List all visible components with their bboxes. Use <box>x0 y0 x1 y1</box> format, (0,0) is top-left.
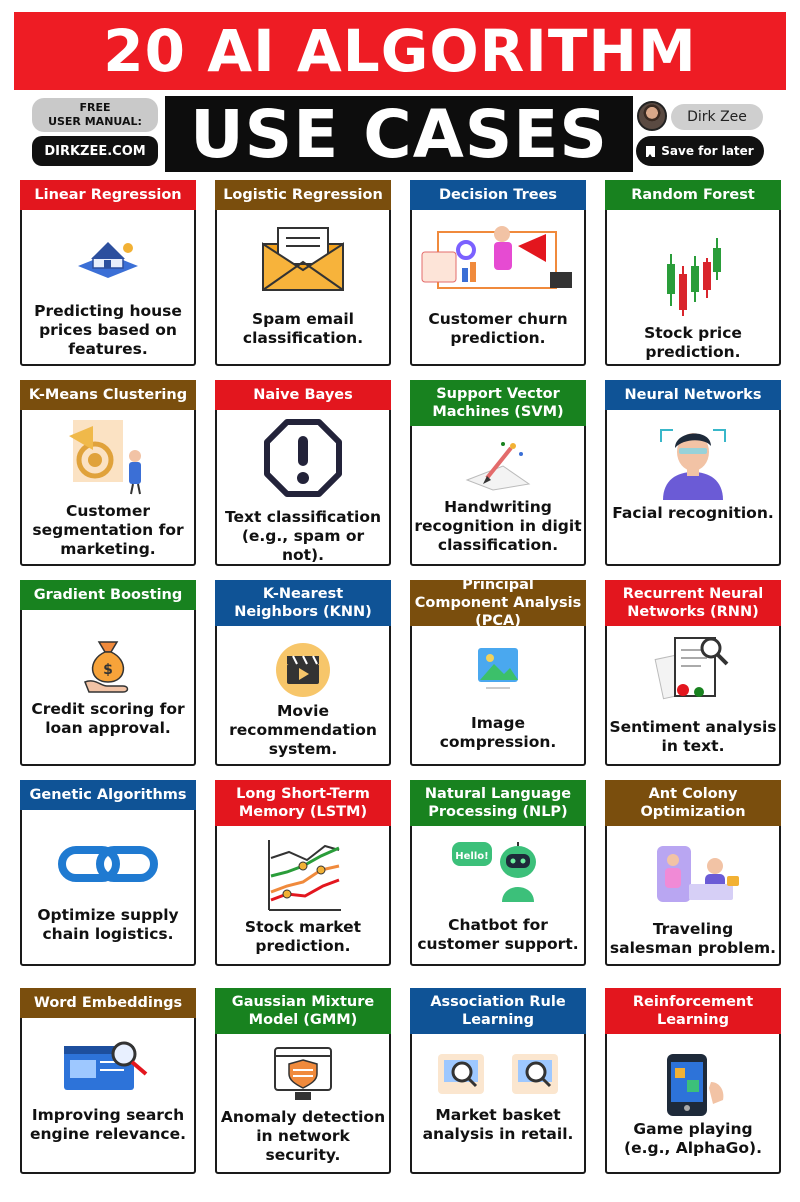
handwriting-icon <box>412 440 584 492</box>
shield-screen-icon <box>217 1046 389 1102</box>
card-description: Customer segmentation for marketing. <box>32 502 184 558</box>
chain-link-icon <box>22 842 194 886</box>
megaphone-target-icon <box>22 416 194 496</box>
card-ant-colony-optimization <box>605 780 781 966</box>
card-description: Facial recognition. <box>612 504 774 522</box>
basket-search-icon <box>412 1050 584 1098</box>
card-description: Traveling salesman problem. <box>609 920 777 957</box>
card-reinforcement-learning <box>605 988 781 1174</box>
card-title: Word Embeddings <box>20 988 196 1018</box>
card-description: Credit scoring for loan approval. <box>31 700 185 737</box>
author-avatar[interactable] <box>637 101 667 131</box>
card-neural-networks <box>605 380 781 566</box>
card-description: Predicting house prices based on features. <box>34 302 182 358</box>
image-file-icon <box>412 646 584 694</box>
bookmark-icon <box>646 146 655 157</box>
money-bag-hand-icon <box>22 638 194 694</box>
card-description: Customer churn prediction. <box>428 310 568 347</box>
document-magnifier-icon <box>607 634 779 704</box>
phone-game-icon <box>607 1052 779 1118</box>
card-title: Genetic Algorithms <box>20 780 196 810</box>
card-description: Anomaly detection in network security. <box>220 1108 386 1164</box>
card-k-nearest-neighbors <box>215 580 391 766</box>
card-gradient-boosting <box>20 580 196 766</box>
svg-text:$: $ <box>103 662 113 678</box>
card-title: Neural Networks <box>605 380 781 410</box>
card-title: Gradient Boosting <box>20 580 196 610</box>
house-icon <box>22 226 194 286</box>
card-gaussian-mixture-model <box>215 988 391 1174</box>
face-scan-icon <box>607 422 779 500</box>
candlestick-chart-icon <box>607 236 779 318</box>
card-logistic-regression <box>215 180 391 366</box>
card-title: Gaussian Mixture Model (GMM) <box>215 988 391 1034</box>
card-description: Improving search engine relevance. <box>29 1106 187 1143</box>
envelope-icon <box>217 222 389 294</box>
card-title: Recurrent Neural Networks (RNN) <box>605 580 781 626</box>
card-description: Chatbot for customer support. <box>417 916 579 953</box>
card-title: K-Nearest Neighbors (KNN) <box>215 580 391 626</box>
page-subtitle: USE CASES <box>165 96 633 172</box>
svg-text:Hello!: Hello! <box>455 851 489 862</box>
card-description: Movie recommendation system. <box>229 702 377 758</box>
card-description: Market basket analysis in retail. <box>422 1106 574 1143</box>
card-title: Decision Trees <box>410 180 586 210</box>
free-manual-label <box>32 98 158 132</box>
card-description: Spam email classification. <box>242 310 364 347</box>
save-for-later-button[interactable] <box>636 136 764 166</box>
manual-line-1: FREE <box>79 101 111 114</box>
warning-octagon-icon <box>217 418 389 498</box>
card-title: Support Vector Machines (SVM) <box>410 380 586 426</box>
card-k-means-clustering <box>20 380 196 566</box>
card-title: K-Means Clustering <box>20 380 196 410</box>
card-description: Stock market prediction. <box>244 918 362 955</box>
card-title: Principal Component Analysis (PCA) <box>410 580 586 626</box>
card-association-rule-learning <box>410 988 586 1174</box>
marketing-megaphone-icon <box>412 222 584 298</box>
card-description: Sentiment analysis in text. <box>609 718 777 755</box>
card-description: Stock price prediction. <box>644 324 742 361</box>
card-title: Logistic Regression <box>215 180 391 210</box>
card-naive-bayes <box>215 380 391 566</box>
search-browser-icon <box>22 1036 194 1096</box>
salesman-icon <box>607 842 779 908</box>
card-title: Association Rule Learning <box>410 988 586 1034</box>
card-linear-regression <box>20 180 196 366</box>
card-description: Handwriting recognition in digit classification. <box>414 498 582 554</box>
chatbot-icon <box>412 838 584 904</box>
card-title: Long Short-Term Memory (LSTM) <box>215 780 391 826</box>
manual-line-2: USER MANUAL: <box>48 115 142 128</box>
card-title: Ant Colony Optimization <box>605 780 781 826</box>
card-recurrent-neural-networks <box>605 580 781 766</box>
card-description: Image compression. <box>439 714 557 751</box>
card-principal-component-analysis <box>410 577 586 766</box>
page-title: 20 AI ALGORITHM <box>14 12 786 90</box>
clapperboard-icon <box>217 642 389 698</box>
card-description: Optimize supply chain logistics. <box>37 906 179 943</box>
card-title: Linear Regression <box>20 180 196 210</box>
card-word-embeddings <box>20 988 196 1174</box>
card-support-vector-machines <box>410 380 586 566</box>
card-natural-language-processing <box>410 780 586 966</box>
card-title: Naive Bayes <box>215 380 391 410</box>
card-description: Text classification (e.g., spam or not). <box>224 508 382 564</box>
card-long-short-term-memory <box>215 780 391 966</box>
save-button-label: Save for later <box>661 144 754 158</box>
line-chart-icon <box>217 836 389 914</box>
card-title: Natural Language Processing (NLP) <box>410 780 586 826</box>
card-genetic-algorithms <box>20 780 196 966</box>
card-decision-trees <box>410 180 586 366</box>
card-random-forest <box>605 180 781 366</box>
card-description: Game playing (e.g., AlphaGo). <box>624 1120 762 1157</box>
site-link[interactable]: DIRKZEE.COM <box>32 136 158 166</box>
card-title: Reinforcement Learning <box>605 988 781 1034</box>
author-name[interactable]: Dirk Zee <box>671 104 763 130</box>
card-title: Random Forest <box>605 180 781 210</box>
